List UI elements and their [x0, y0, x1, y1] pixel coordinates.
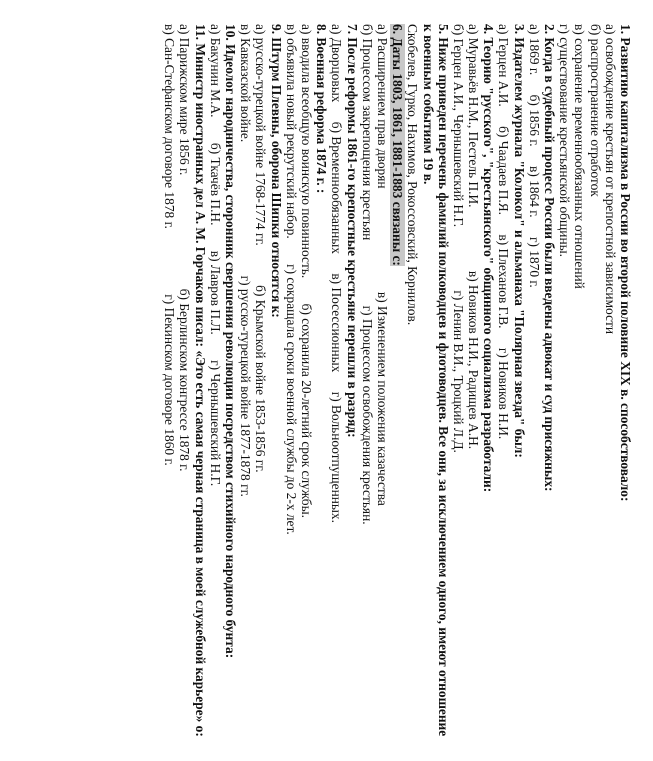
question-title: 4. Теорию "русского", "крестьянского" общинного социализма разработали:: [481, 24, 497, 493]
question-10: [208, 24, 238, 742]
question-5: [405, 24, 451, 742]
answer-option: г) существование крестьянской общины.: [557, 24, 573, 257]
answer-option: б) распространение отработок: [587, 24, 603, 197]
question-3: [496, 24, 526, 742]
answer-options-row: [527, 24, 542, 742]
question-title: 1. Развитию капитализма в России во второй половине XIX в. способствовало:: [618, 24, 633, 502]
answer-option: г) сокращала сроки военной службы до 2-х лет.: [283, 264, 299, 535]
question-title-highlighted: 6. Даты 1803, 1861, 1881-1883 связаны с:: [390, 24, 406, 266]
question-4: [451, 24, 497, 742]
answer-option: в) Новиков Н.И., Радищев А.Н.: [466, 270, 482, 450]
answer-option: в) 1864 г.: [526, 166, 542, 218]
answer-option: а) Дворцовых: [329, 24, 345, 103]
answer-options-row: [329, 24, 344, 742]
question-9: [238, 24, 284, 742]
answer-option: а) освобождение крестьян от крепостной зависимости: [602, 24, 618, 335]
answer-option: б) сохранила 20-летний срок службы.: [299, 303, 315, 518]
question-text: Скобелев, Гурко, Нахимов, Рокоссовский, Корнилов.: [405, 24, 421, 326]
question-title: 5. Ниже приведен перечень фамилий полководцев и флотоводцев. Все они, за исключением одного, имеют отношение к военным событиям 19 в.: [420, 24, 451, 737]
answer-option: в) Плеханов Г.В.: [496, 234, 512, 329]
question-title: 2. Когда в судебный процесс России были введены адвокат и суд присяжных:: [542, 24, 558, 492]
answer-option: б) Крымской войне 1853-1856 гг.: [253, 285, 269, 473]
answer-option: а) Бакунин М.А.: [207, 24, 223, 118]
answer-option: в) Изменением положения казачества: [374, 291, 390, 506]
answer-option: в) Посессионных: [329, 273, 345, 373]
question-title: 10. Идеолог народничества, сторонник свершения революции посредством стихийного народного бунта:: [223, 24, 239, 659]
answer-option: г) русско-турецкой войне 1877-1878 гг.: [238, 275, 254, 497]
answer-options-row: [451, 24, 466, 742]
answer-option: б) Чаадаев П.Я.: [496, 126, 512, 216]
answer-option: г) Процессом освобождения крестьян.: [359, 305, 375, 525]
answer-option: г) Пекинском договоре 1860 г.: [162, 294, 178, 466]
answer-options-row: [299, 24, 314, 742]
answer-options-row: [496, 24, 511, 742]
question-title: 7. После реформы 1861-го крепостные крестьяне перешли в разряд:: [344, 24, 360, 438]
answer-option: г) Ленин В.И., Троцкий Л.Д.: [450, 290, 466, 453]
answer-option: б) Временнообязанных: [329, 121, 345, 254]
answer-option: б) Берлинском конгрессе 1878 г.: [177, 288, 193, 472]
answer-options-row: [284, 24, 299, 742]
answer-option: б) Ткачёв П.Н.: [207, 142, 223, 226]
answer-option: в) сохранение временнообязанных отношений: [572, 24, 588, 289]
answer-options-row: [466, 24, 481, 742]
answer-options-row: [253, 24, 268, 742]
answer-option: в) Лавров П.Л.: [207, 250, 223, 335]
answer-option: а) Парижском мире 1856 г.: [177, 24, 193, 176]
answer-options-row: [238, 24, 253, 742]
answer-options-row: [360, 24, 375, 742]
answer-options-row: [162, 24, 177, 742]
question-title: 9. Штурм Плевны, оборона Шипки относятся к:: [268, 24, 284, 318]
answer-option: а) Расширением прав дворян: [374, 24, 390, 189]
answer-option: в) Кавказской войне.: [238, 24, 254, 143]
answer-option: г) Чернышевский Н.Г.: [207, 360, 223, 487]
answer-option: б) Процессом закрепощения крестьян: [359, 24, 375, 241]
question-1: [557, 24, 633, 742]
answer-option: б) 1856 г.: [526, 94, 542, 147]
answer-option: б) Герцен А.И., Чернышевский Н.Г.: [450, 24, 466, 228]
answer-option: а) 1869 г.: [526, 24, 542, 76]
question-6: [360, 24, 406, 742]
answer-option: г) 1870 г.: [526, 236, 542, 288]
question-title: 3. Издателем журнала "Колокол" и альманаха "Полярная звезда" был:: [511, 24, 527, 458]
question-title: 8. Военная реформа 1874 г. :: [314, 24, 330, 194]
answer-option: г) Вольноотпущенных.: [329, 391, 345, 523]
answer-option: а) Муравьёв Н.М., Пестель П.И.: [466, 24, 482, 208]
answer-option: в) объявила новый рекрутский набор.: [283, 24, 299, 239]
answer-options-row: [177, 24, 192, 742]
question-2: [527, 24, 557, 742]
answer-option: а) Герцен А.И.: [496, 24, 512, 107]
question-7: [329, 24, 359, 742]
question-8: [284, 24, 330, 742]
answer-option: а) русско-турецкой войне 1768-1774 гг.: [253, 24, 269, 246]
answer-option: а) вводила всеобщую воинскую повинность.: [299, 24, 315, 279]
answer-options-row: [208, 24, 223, 742]
answer-option: в) Сан-Стефанском договоре 1878 г.: [162, 24, 178, 229]
question-11: [162, 24, 208, 742]
question-title: 11. Министр иностранных дел А. М. Горчаков писал: «Это есть самая черная страница в моей служебной карьере» о:: [192, 24, 208, 737]
answer-options-row: [375, 24, 390, 742]
quiz-document: [162, 24, 633, 742]
answer-option: г) Новиков Н.И.: [496, 347, 512, 440]
